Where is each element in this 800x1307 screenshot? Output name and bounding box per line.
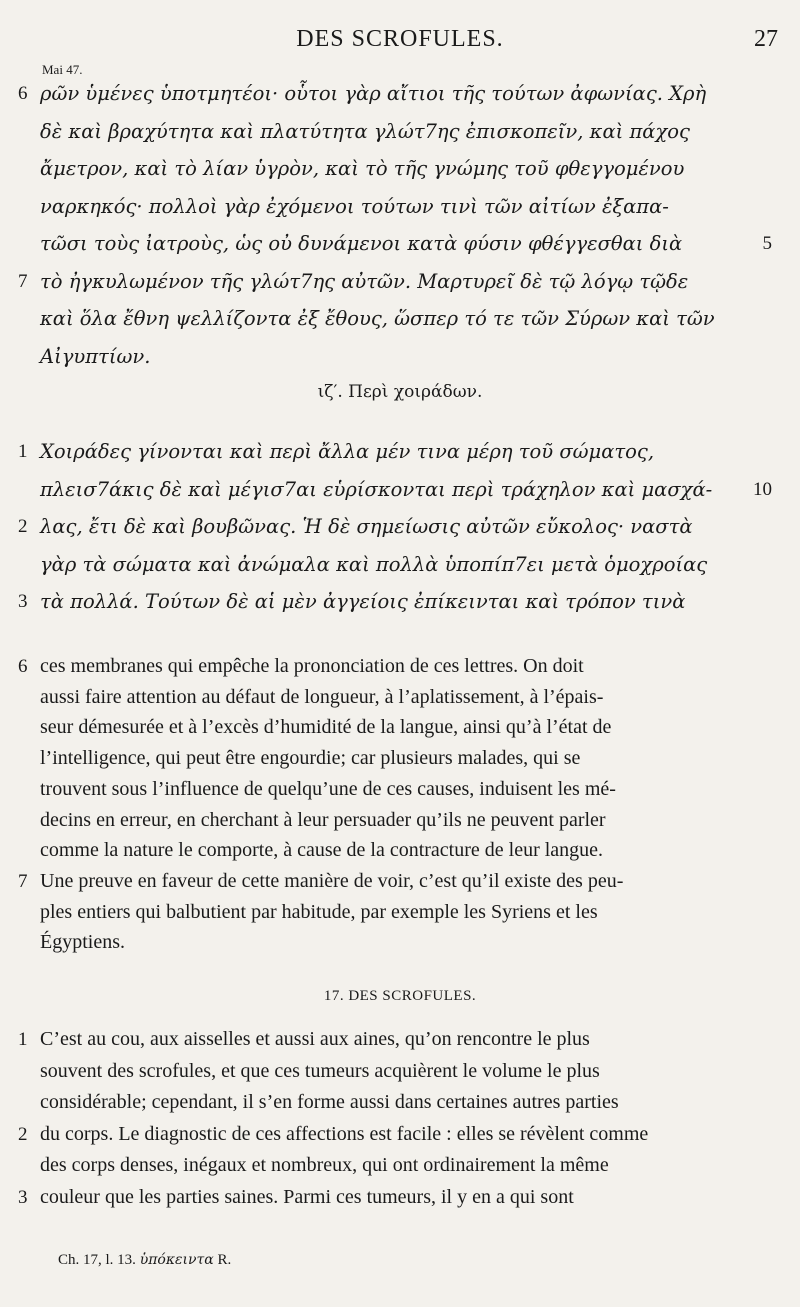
- text-line: du corps. Le diagnostic de ces affections est facile : elles se révèlent comme: [40, 1122, 649, 1145]
- text-line: decins en erreur, en cherchant à leur persuader qu’ils ne peuvent parler: [40, 808, 606, 831]
- page-number: 27: [754, 26, 778, 52]
- margin-section-number: 2: [18, 516, 28, 537]
- margin-line-number: 5: [762, 233, 772, 254]
- text-line: ἄμετρον, καὶ τὸ λίαν ὑγρὸν, καὶ τὸ τῆς γνώμης τοῦ φθεγγομένου: [40, 157, 685, 180]
- text-line: γὰρ τὰ σώματα καὶ ἀνώμαλα καὶ πολλὰ ὑποπίπ7ει μετὰ ὁμοχροίας: [40, 552, 708, 576]
- text-line: trouvent sous l’influence de quelqu’une de ces causes, induisent les mé-: [40, 777, 616, 800]
- footnote-greek-variant: ὑπόκειντα: [139, 1252, 214, 1268]
- text-line: ples entiers qui balbutient par habitude, par exemple les Syriens et les: [40, 900, 598, 923]
- text-line: comme la nature le comporte, à cause de la contracture de leur langue.: [40, 839, 604, 862]
- margin-section-number: 7: [18, 870, 28, 892]
- text-line: τῶσι τοὺς ἰατροὺς, ὡς οὐ δυνάμενοι κατὰ φύσιν φθέγγεσθαι διὰ: [40, 232, 683, 255]
- french-chapter-heading: 17. DES SCROFULES.: [323, 988, 477, 1004]
- text-line: ρῶν ὑμένες ὑποτμητέοι· οὗτοι γὰρ αἴτιοι τῆς τούτων ἀφωνίας. Χρὴ: [40, 82, 707, 105]
- text-line: considérable; cependant, il s’en forme aussi dans certaines autres parties: [40, 1091, 619, 1113]
- marginal-note: Mai 47.: [42, 62, 83, 77]
- text-line: ναρκηκός· πολλοὶ γὰρ ἐχόμενοι τούτων τινὶ τῶν αἰτίων ἐξαπα-: [40, 194, 669, 218]
- text-line: Αἰγυπτίων.: [40, 344, 151, 368]
- margin-section-number: 3: [18, 591, 28, 612]
- margin-line-number: 10: [753, 478, 772, 500]
- footnote-siglum: R.: [217, 1252, 232, 1268]
- text-line: καὶ ὅλα ἔθνη ψελλίζοντα ἐξ ἔθους, ὥσπερ τό τε τῶν Σύρων καὶ τῶν: [40, 307, 715, 330]
- text-line: couleur que les parties saines. Parmi ces tumeurs, il y en a qui sont: [40, 1185, 574, 1208]
- margin-section-number: 1: [18, 441, 28, 462]
- text-line: τὰ πολλά. Τούτων δὲ αἱ μὲν ἀγγείοις ἐπίκεινται καὶ τρόπον τινὰ: [40, 590, 686, 613]
- footnote-reference: Ch. 17, l. 13.: [58, 1252, 136, 1268]
- text-line: C’est au cou, aux aisselles et aussi aux aines, qu’on rencontre le plus: [40, 1028, 590, 1050]
- margin-section-number: 1: [18, 1029, 28, 1050]
- footnote: [58, 1252, 231, 1269]
- greek-chapter-heading: ιζ′. Περὶ χοιράδων.: [317, 382, 483, 402]
- text-line: aussi faire attention au défaut de longueur, à l’aplatissement, à l’épais-: [40, 685, 604, 708]
- margin-section-number: 6: [18, 656, 28, 677]
- text-line: λας, ἔτι δὲ καὶ βουβῶνας. Ἡ δὲ σημείωσις αὐτῶν εὔκολος· ναστὰ: [40, 515, 693, 538]
- text-line: des corps denses, inégaux et nombreux, qui ont ordinairement la même: [40, 1154, 609, 1176]
- text-line: ces membranes qui empêche la prononciation de ces lettres. On doit: [40, 655, 584, 677]
- text-line: τὸ ἠγκυλωμένον τῆς γλώτ7ης αὐτῶν. Μαρτυρεῖ δὲ τῷ λόγῳ τῷδε: [40, 269, 689, 293]
- running-header-title: DES SCROFULES.: [296, 26, 504, 52]
- text-line: πλεισ7άκις δὲ καὶ μέγισ7αι εὑρίσκονται περὶ τράχηλον καὶ μασχά-: [40, 477, 713, 501]
- text-line: Une preuve en faveur de cette manière de voir, c’est qu’il existe des peu-: [40, 869, 624, 892]
- text-line: δὲ καὶ βραχύτητα καὶ πλατύτητα γλώτ7ης ἐπισκοπεῖν, καὶ πάχος: [40, 119, 690, 143]
- margin-section-number: 6: [18, 83, 28, 104]
- text-line: seur démesurée et à l’excès d’humidité de la langue, ainsi qu’à l’état de: [40, 716, 612, 739]
- text-line: souvent des scrofules, et que ces tumeurs acquièrent le volume le plus: [40, 1059, 600, 1082]
- text-line: l’intelligence, qui peut être engourdie; car plusieurs malades, qui se: [40, 747, 581, 770]
- text-line: Égyptiens.: [40, 931, 125, 954]
- margin-section-number: 3: [18, 1186, 28, 1208]
- margin-section-number: 7: [18, 270, 28, 292]
- margin-section-number: 2: [18, 1123, 28, 1145]
- text-line: Χοιράδες γίνονται καὶ περὶ ἄλλα μέν τινα μέρη τοῦ σώματος,: [40, 440, 655, 463]
